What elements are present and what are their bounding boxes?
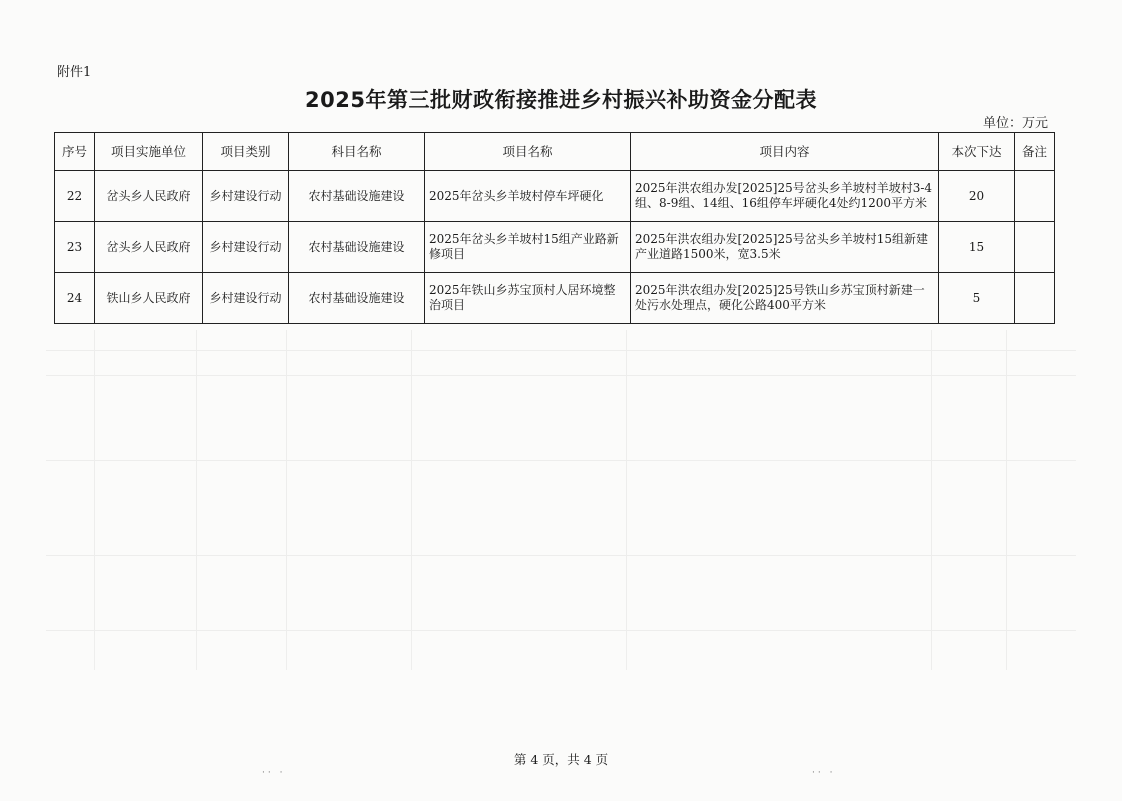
header-project-name: 项目名称 — [425, 133, 631, 171]
cell-no: 23 — [55, 222, 95, 273]
cell-project-content: 2025年洪农组办发[2025]25号岔头乡羊坡村15组新建产业道路1500米，宽3.5米 — [631, 222, 939, 273]
header-subject: 科目名称 — [289, 133, 425, 171]
cell-remark — [1015, 273, 1055, 324]
cell-unit: 铁山乡人民政府 — [95, 273, 203, 324]
cell-amount: 5 — [939, 273, 1015, 324]
cell-category: 乡村建设行动 — [203, 273, 289, 324]
allocation-table — [54, 132, 1055, 324]
cell-project-content: 2025年洪农组办发[2025]25号岔头乡羊坡村羊坡村3-4组、8-9组、14组、16组停车坪硬化4处约1200平方米 — [631, 171, 939, 222]
cell-unit: 岔头乡人民政府 — [95, 171, 203, 222]
table-header-row — [55, 133, 1055, 171]
scan-speck: ·· · — [812, 768, 836, 778]
cell-subject: 农村基础设施建设 — [289, 273, 425, 324]
cell-remark — [1015, 171, 1055, 222]
cell-project-name: 2025年岔头乡羊坡村停车坪硬化 — [425, 171, 631, 222]
table-row — [55, 273, 1055, 324]
cell-subject: 农村基础设施建设 — [289, 171, 425, 222]
header-no: 序号 — [55, 133, 95, 171]
header-amount: 本次下达 — [939, 133, 1015, 171]
unit-label: 单位：万元 — [982, 116, 1048, 131]
document-title: 2025年第三批财政衔接推进乡村振兴补助资金分配表 — [305, 88, 817, 112]
cell-category: 乡村建设行动 — [203, 222, 289, 273]
table-row — [55, 171, 1055, 222]
cell-unit: 岔头乡人民政府 — [95, 222, 203, 273]
table-row — [55, 222, 1055, 273]
cell-no: 22 — [55, 171, 95, 222]
scan-speck: ·· · — [262, 768, 286, 778]
scan-bleed-through — [46, 330, 1076, 670]
header-category: 项目类别 — [203, 133, 289, 171]
header-unit: 项目实施单位 — [95, 133, 203, 171]
cell-no: 24 — [55, 273, 95, 324]
cell-amount: 15 — [939, 222, 1015, 273]
cell-project-content: 2025年洪农组办发[2025]25号铁山乡苏宝顶村新建一处污水处理点，硬化公路400平方米 — [631, 273, 939, 324]
page-number-footer: 第 4 页，共 4 页 — [513, 752, 609, 767]
cell-remark — [1015, 222, 1055, 273]
cell-subject: 农村基础设施建设 — [289, 222, 425, 273]
header-project-content: 项目内容 — [631, 133, 939, 171]
header-remark: 备注 — [1015, 133, 1055, 171]
cell-project-name: 2025年岔头乡羊坡村15组产业路新修项目 — [425, 222, 631, 273]
cell-category: 乡村建设行动 — [203, 171, 289, 222]
cell-project-name: 2025年铁山乡苏宝顶村人居环境整治项目 — [425, 273, 631, 324]
attachment-label: 附件1 — [57, 65, 92, 80]
cell-amount: 20 — [939, 171, 1015, 222]
